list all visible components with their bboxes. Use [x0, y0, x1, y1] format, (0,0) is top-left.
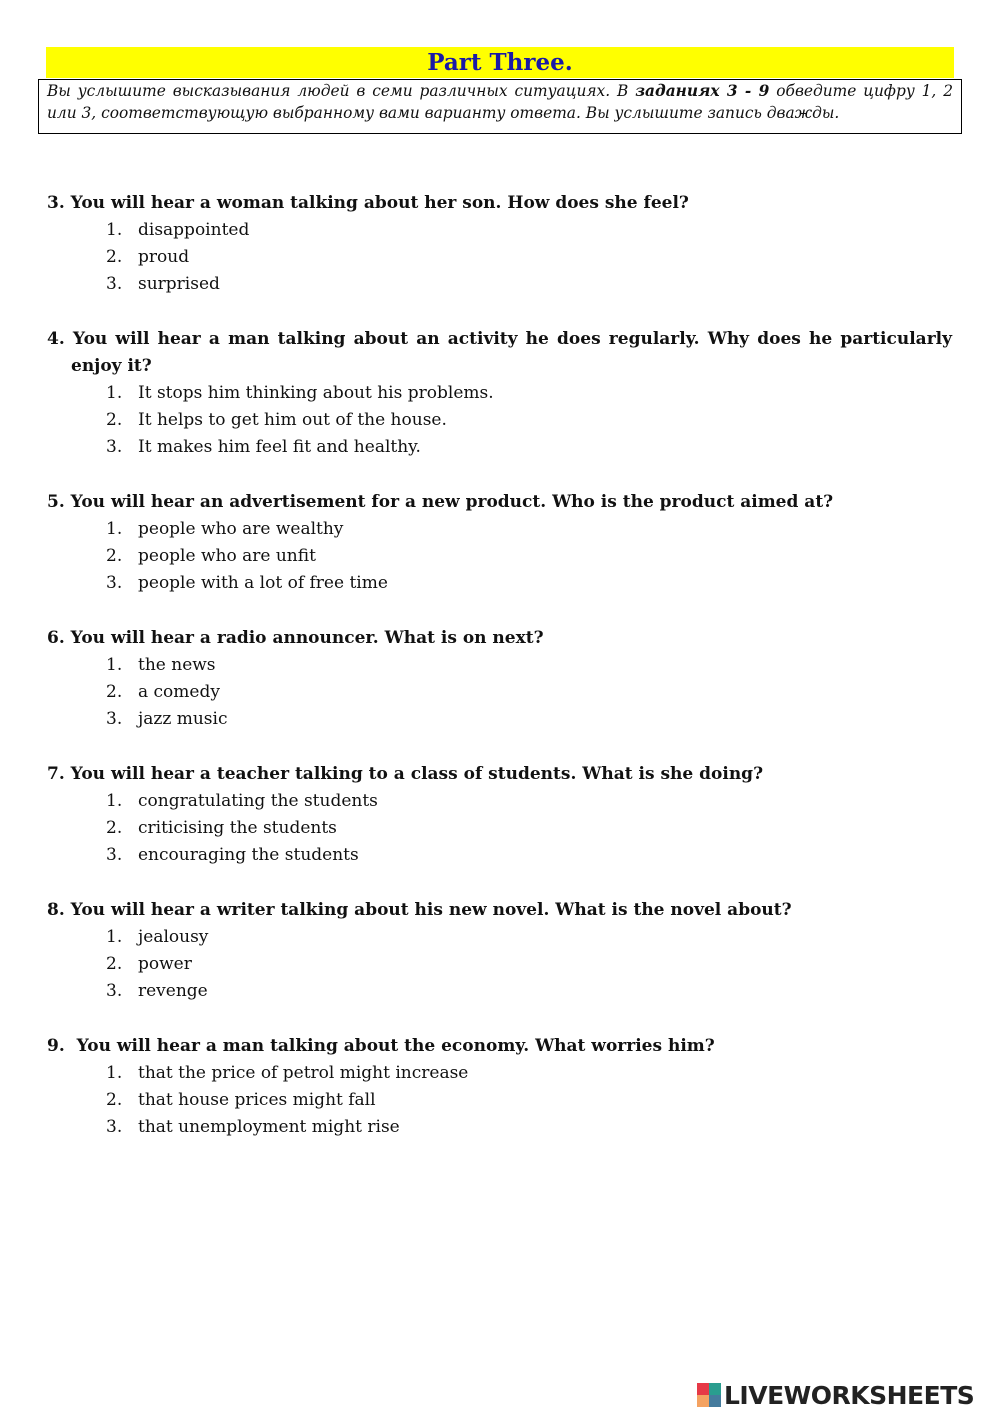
option-number: 1. — [106, 519, 123, 539]
option-text: disappointed — [138, 220, 250, 240]
options-list — [47, 652, 952, 734]
question-7 — [47, 761, 952, 870]
option-1[interactable] — [47, 924, 952, 951]
option-number: 1. — [106, 220, 123, 240]
option-1[interactable] — [47, 380, 952, 407]
option-text: jealousy — [138, 927, 209, 947]
question-text: 9. You will hear a man talking about the economy. What worries him? — [47, 1036, 715, 1056]
instructions-text-bold: заданиях 3 - 9 — [635, 82, 770, 100]
option-2[interactable] — [47, 679, 952, 706]
option-1[interactable] — [47, 652, 952, 679]
question-text: 4. You will hear a man talking about an activity he does regularly. Why does he particularly enjoy it? — [47, 329, 952, 376]
logo-square-4 — [709, 1395, 721, 1407]
option-number: 2. — [106, 818, 123, 839]
option-1[interactable] — [47, 1060, 952, 1087]
option-text: the news — [138, 655, 216, 675]
option-number: 2. — [106, 954, 123, 975]
option-2[interactable] — [47, 244, 952, 271]
option-text: jazz music — [138, 709, 228, 730]
option-1[interactable] — [47, 217, 952, 244]
question-text: 3. You will hear a woman talking about her son. How does she feel? — [47, 193, 689, 213]
option-number: 2. — [106, 247, 123, 268]
option-text: a comedy — [138, 682, 220, 703]
option-2[interactable] — [47, 543, 952, 570]
option-number: 1. — [106, 1063, 123, 1083]
option-text: congratulating the students — [138, 791, 378, 811]
option-text: power — [138, 954, 192, 975]
options-list — [47, 1060, 952, 1142]
instructions-text-end: обведите цифру 1, 2 или 3, соответствующую выбранному вами варианту ответа. Вы услышите запись дважды. — [47, 82, 953, 122]
option-number: 2. — [106, 1090, 123, 1111]
option-number: 1. — [106, 791, 123, 811]
logo-square-2 — [709, 1383, 721, 1395]
option-text: people who are wealthy — [138, 519, 344, 539]
option-number: 2. — [106, 410, 123, 431]
option-3[interactable] — [47, 842, 952, 869]
option-text: people who are unfit — [138, 546, 316, 567]
question-4 — [47, 326, 952, 462]
instructions-box — [38, 79, 962, 134]
option-number: 3. — [106, 845, 123, 866]
option-number: 3. — [106, 981, 123, 1002]
option-number: 1. — [106, 927, 123, 947]
option-text: proud — [138, 247, 190, 268]
option-text: revenge — [138, 981, 208, 1002]
option-3[interactable] — [47, 978, 952, 1005]
option-text: criticising the students — [138, 818, 337, 839]
option-3[interactable] — [47, 706, 952, 733]
option-3[interactable] — [47, 271, 952, 298]
options-list — [47, 380, 952, 462]
options-list — [47, 788, 952, 870]
liveworksheets-logo[interactable] — [697, 1378, 974, 1412]
question-5 — [47, 489, 952, 598]
page-title: Part Three. — [427, 49, 573, 76]
option-number: 3. — [106, 573, 123, 594]
option-2[interactable] — [47, 1087, 952, 1114]
options-list — [47, 217, 952, 299]
option-number: 3. — [106, 709, 123, 730]
option-text: It makes him feel fit and healthy. — [138, 437, 421, 458]
question-8 — [47, 897, 952, 1006]
option-number: 3. — [106, 1117, 123, 1138]
option-3[interactable] — [47, 570, 952, 597]
option-number: 1. — [106, 383, 123, 403]
question-text: 6. You will hear a radio announcer. What is on next? — [47, 628, 544, 648]
option-number: 2. — [106, 682, 123, 703]
question-9 — [47, 1033, 952, 1142]
option-text: encouraging the students — [138, 845, 359, 866]
option-3[interactable] — [47, 1114, 952, 1141]
logo-text: LIVEWORKSHEETS — [724, 1380, 975, 1410]
option-number: 3. — [106, 274, 123, 295]
logo-square-3 — [697, 1395, 709, 1407]
option-text: that house prices might fall — [138, 1090, 376, 1111]
question-3 — [47, 190, 952, 299]
options-list — [47, 516, 952, 598]
option-text: that the price of petrol might increase — [138, 1063, 469, 1083]
option-1[interactable] — [47, 788, 952, 815]
logo-icon — [697, 1383, 721, 1407]
option-2[interactable] — [47, 951, 952, 978]
option-text: It helps to get him out of the house. — [138, 410, 447, 431]
logo-square-1 — [697, 1383, 709, 1395]
question-6 — [47, 625, 952, 734]
option-text: that unemployment might rise — [138, 1117, 400, 1138]
options-list — [47, 924, 952, 1006]
question-text: 8. You will hear a writer talking about his new novel. What is the novel about? — [47, 900, 792, 920]
question-text: 7. You will hear a teacher talking to a class of students. What is she doing? — [47, 764, 764, 784]
option-text: It stops him thinking about his problems. — [138, 383, 494, 403]
option-2[interactable] — [47, 815, 952, 842]
option-text: surprised — [138, 274, 220, 295]
instructions-text-start: Вы услышите высказывания людей в семи различных ситуациях. В — [47, 82, 636, 100]
question-text: 5. You will hear an advertisement for a new product. Who is the product aimed at? — [47, 492, 834, 512]
option-2[interactable] — [47, 407, 952, 434]
option-3[interactable] — [47, 434, 952, 461]
option-text: people with a lot of free time — [138, 573, 388, 594]
title-banner — [46, 47, 954, 78]
option-1[interactable] — [47, 516, 952, 543]
option-number: 1. — [106, 655, 123, 675]
option-number: 3. — [106, 437, 123, 458]
option-number: 2. — [106, 546, 123, 567]
